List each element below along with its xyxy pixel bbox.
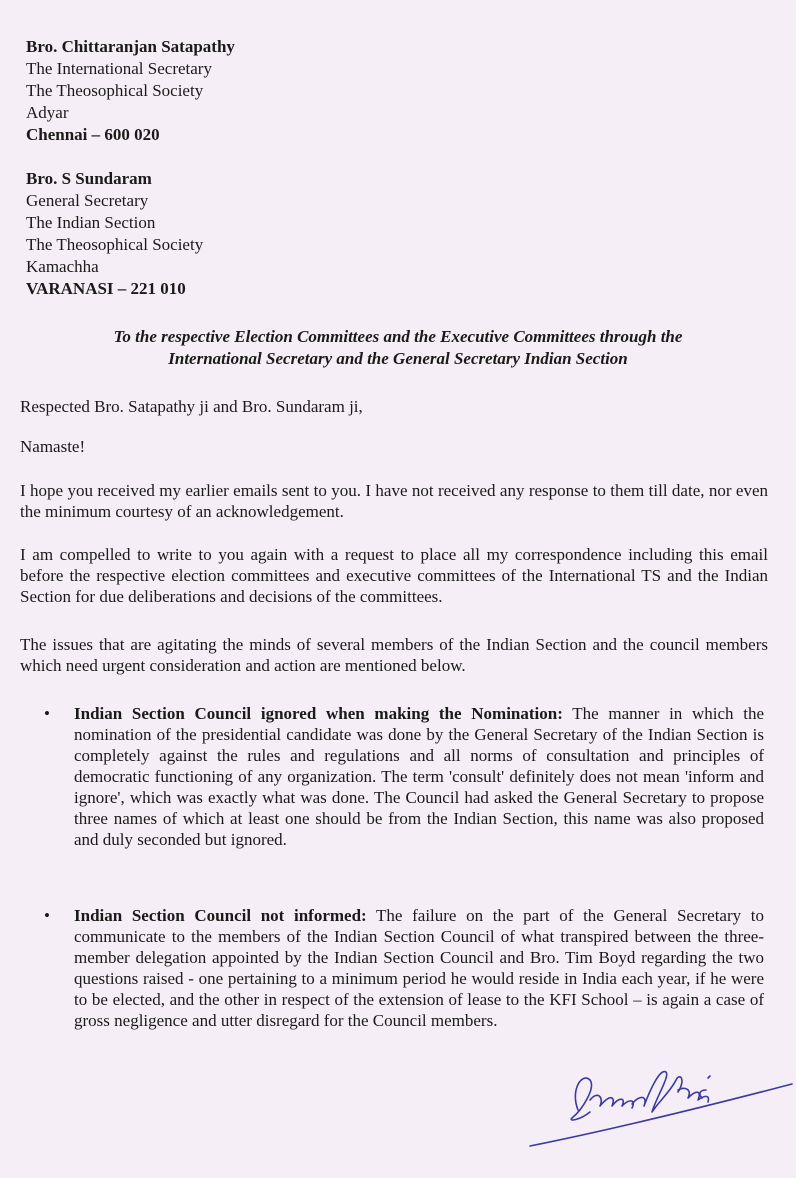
address-city: Chennai – 600 020 <box>26 125 160 144</box>
recipient-name: Bro. Chittaranjan Satapathy <box>26 37 235 56</box>
address-line: The Indian Section <box>26 213 156 232</box>
subject-line: International Secretary and the General Secretary Indian Section <box>168 349 628 368</box>
bullet-item <box>44 905 764 1031</box>
bullet-dot: • <box>44 704 50 723</box>
bullet-lead: Indian Section Council ignored when making the Nomination: <box>74 704 563 723</box>
bullet-item <box>44 703 764 850</box>
subject-line: To the respective Election Committees and the Executive Committees through the <box>113 327 683 346</box>
body-paragraph: The issues that are agitating the minds of several members of the Indian Section and the council members which need urgent consideration and action are mentioned below. <box>20 635 768 675</box>
address-line: General Secretary <box>26 191 149 210</box>
address-line: The Theosophical Society <box>26 81 204 100</box>
bullet-text: The manner in which the nomination of the presidential candidate was done by the General Secretary of the Indian Section is completely against the rules and regulations and all norms of consultation and principles of democratic functioning of any organization. The term 'consult' definitely does not mean 'inform and ignore', which was exactly what was done. The Council had asked the General Secretary to propose three names of which at least one should be from the Indian Section, this name was also proposed and duly seconded but ignored. <box>74 704 764 849</box>
address-line: The Theosophical Society <box>26 235 204 254</box>
body-paragraph: I am compelled to write to you again with a request to place all my correspondence including this email before the respective election committees and executive committees of the International TS and the Indian Section for due deliberations and decisions of the committees. <box>20 545 768 606</box>
handwritten-signature <box>520 1050 796 1150</box>
recipient-address-1 <box>26 36 235 146</box>
subject-heading <box>40 326 756 370</box>
recipient-name: Bro. S Sundaram <box>26 169 152 188</box>
body-paragraph: I hope you received my earlier emails sent to you. I have not received any response to them till date, nor even the minimum courtesy of an acknowledgement. <box>20 481 768 521</box>
address-line: The International Secretary <box>26 59 212 78</box>
address-line: Kamachha <box>26 257 99 276</box>
bullet-dot: • <box>44 906 50 925</box>
address-line: Adyar <box>26 103 69 122</box>
greeting: Namaste! <box>20 437 86 456</box>
bullet-lead: Indian Section Council not informed: <box>74 906 367 925</box>
address-city: VARANASI – 221 010 <box>26 279 186 298</box>
bullet-text: The failure on the part of the General Secretary to communicate to the members of the Indian Section Council of what transpired between the three-member delegation appointed by the Indian Section Council and Bro. Tim Boyd regarding the two questions raised - one pertaining to a minimum period he would reside in India each year, if he were to be elected, and the other in respect of the extension of lease to the KFI School – is again a case of gross negligence and utter disregard for the Council members. <box>74 906 764 1030</box>
recipient-address-2 <box>26 168 203 300</box>
salutation: Respected Bro. Satapathy ji and Bro. Sundaram ji, <box>20 397 363 416</box>
